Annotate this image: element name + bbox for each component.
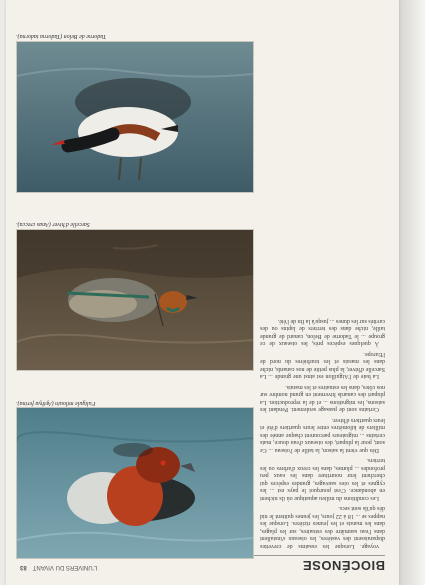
- body-paragraph: À quelques espèces près, les oiseaux de ce groupe ... le Tadorne de Belon, canard de grande taille, niche dans des terriers de lapins ou des cavités sur les dunes ... jusqu'à la fin de l'été.: [260, 318, 385, 347]
- running-head: [20, 564, 97, 570]
- pochard-illustration: [17, 408, 253, 558]
- body-paragraph: Dès que vient la saison, la taille de l'oiseau ... Ce sont, pour la plupart, des oiseaux d'eau douce, mais certains ... migrateurs parcourent chaque année des milliers de kilomètres entre leurs quartiers d'été et leurs quartiers d'hiver.: [260, 417, 385, 453]
- photo-pochard: [16, 407, 254, 559]
- caption-teal: Sarcelle d'hiver (Anas crecca).: [16, 221, 90, 227]
- caption-shelduck: Tadorne de Belon (Tadorna tadorna).: [16, 33, 107, 39]
- photo-teal: [16, 229, 254, 371]
- body-paragraph: La baie de l'Aiguillon est ainsi une grande ... La Sarcelle d'hiver, la plus petite de nos canards, niche dans les marais et les tourbières du nord de l'Europe.: [260, 351, 385, 380]
- teal-illustration: [17, 230, 253, 370]
- page-edge-shadow: [399, 0, 425, 585]
- body-paragraph: voyage. Lorsque les essaims de crevettes disparaissent des vasières, les oiseaux s'installent dans l'eau saumâtre des estuaires, sur les plages, dans les marais et les jeunes rizières. Lorsque les nappes se ... 18 à 22 jours, les jeunes quittent le nid dès qu'ils sont secs.: [260, 505, 385, 549]
- body-paragraph: Certains sont de passage seulement. Pendant les saisons, les migrations ... et de la reproduction. La plupart des canards hivernent en grand nombre sur nos côtes, dans les estuaires et les marais.: [260, 384, 385, 413]
- article-body-column: [260, 9, 385, 549]
- running-head-text: L'UNIVERS DU VIVANT: [32, 564, 98, 570]
- section-title: BIOCÉNOSE: [302, 558, 385, 573]
- page-header: [20, 557, 385, 573]
- shelduck-illustration: [17, 42, 253, 192]
- caption-pochard: Fuligule milouin (Aythya ferina).: [16, 400, 96, 406]
- magazine-page: [6, 0, 399, 585]
- page-number: 83: [20, 564, 27, 570]
- body-paragraph: Les conditions du milieu aquatique où ils nichent en abondance. C'est pourquoi le pays est ... les cygnes et les oies sauvages, grandes espèces qui cherchent leur nourriture dans les eaux peu profondes ... plumes, dans les creux d'arbres ou les terriers.: [260, 457, 385, 501]
- photo-shelduck: [16, 41, 254, 193]
